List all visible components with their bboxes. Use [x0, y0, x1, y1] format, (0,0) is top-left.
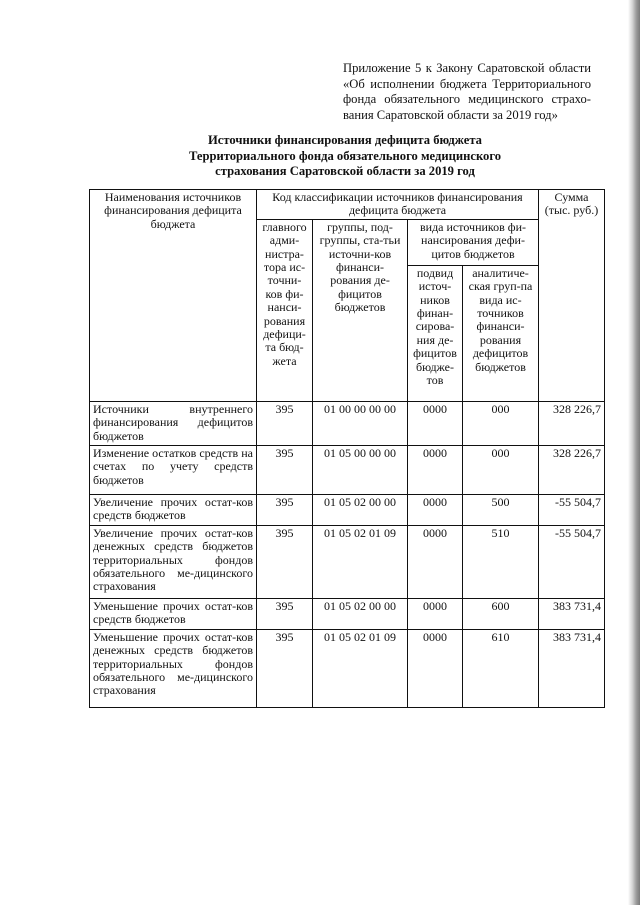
- table-row: [90, 494, 605, 525]
- title-line: Источники финансирования дефицита бюджета: [208, 133, 482, 147]
- row-admin: 395: [257, 525, 313, 598]
- row-admin: 395: [257, 494, 313, 525]
- row-admin: 395: [257, 401, 313, 445]
- header-kind: вида источников фи-нансирования дефи-цитов бюджетов: [408, 219, 539, 265]
- row-group: 01 00 00 00 00: [313, 401, 408, 445]
- row-analytic: 510: [463, 525, 539, 598]
- row-sum: -55 504,7: [539, 525, 605, 598]
- row-subkind: 0000: [408, 445, 463, 494]
- financing-sources-table: [89, 189, 605, 708]
- table-row: [90, 525, 605, 598]
- appendix-line: «Об исполнении бюджета Территориального: [343, 76, 591, 91]
- row-admin: 395: [257, 598, 313, 629]
- row-sum: 383 731,4: [539, 598, 605, 629]
- header-groups: группы, под-группы, ста-тьи источни-ков финанси-рования де-фицитов бюджетов: [313, 219, 408, 401]
- header-admin: главного адми-нистра-тора ис-точни-ков фи-нанси-рования дефици-та бюд-жета: [257, 219, 313, 401]
- appendix-note: [343, 61, 591, 123]
- row-analytic: 500: [463, 494, 539, 525]
- appendix-line: фонда обязательного медицинского страхо-: [343, 92, 591, 106]
- appendix-line: Приложение 5 к Закону Саратовской области: [343, 61, 591, 75]
- row-sum: 328 226,7: [539, 401, 605, 445]
- table-row: [90, 445, 605, 494]
- row-name: Источники внутреннего финансирования дефицитов бюджетов: [90, 401, 257, 445]
- header-sum: Сумма (тыс. руб.): [539, 190, 605, 402]
- table-row: [90, 401, 605, 445]
- table-row: [90, 598, 605, 629]
- row-group: 01 05 02 00 00: [313, 494, 408, 525]
- row-name: Уменьшение прочих остат-ков средств бюджетов: [90, 598, 257, 629]
- row-analytic: 610: [463, 629, 539, 707]
- row-name: Увеличение прочих остат-ков средств бюджетов: [90, 494, 257, 525]
- row-group: 01 05 02 00 00: [313, 598, 408, 629]
- row-sum: 328 226,7: [539, 445, 605, 494]
- row-analytic: 000: [463, 445, 539, 494]
- header-name: Наименования источников финансирования дефицита бюджета: [90, 190, 257, 402]
- row-subkind: 0000: [408, 598, 463, 629]
- row-group: 01 05 02 01 09: [313, 525, 408, 598]
- row-name: Изменение остатков средств на счетах по учету средств бюджетов: [90, 445, 257, 494]
- appendix-line: вания Саратовской области за 2019 год»: [343, 107, 558, 122]
- header-analytic: аналитиче-ская груп-па вида ис-точников финанси-рования дефицитов бюджетов: [463, 265, 539, 401]
- row-sum: 383 731,4: [539, 629, 605, 707]
- title-line: Территориального фонда обязательного медицинского: [188, 148, 502, 163]
- header-subkind: подвид источ-ников финан-сирова-ния де-фицитов бюдже-тов: [408, 265, 463, 401]
- row-admin: 395: [257, 445, 313, 494]
- row-subkind: 0000: [408, 629, 463, 707]
- page-edge-shadow: [628, 0, 640, 905]
- row-subkind: 0000: [408, 525, 463, 598]
- row-name: Уменьшение прочих остат-ков денежных средств бюджетов территориальных фондов обязательного ме-дицинского страхования: [90, 629, 257, 707]
- row-sum: -55 504,7: [539, 494, 605, 525]
- row-analytic: 600: [463, 598, 539, 629]
- header-code-group: Код классификации источников финансирования дефицита бюджета: [257, 190, 539, 220]
- title-line: страхования Саратовской области за 2019 год: [215, 164, 475, 178]
- row-group: 01 05 02 01 09: [313, 629, 408, 707]
- row-admin: 395: [257, 629, 313, 707]
- row-subkind: 0000: [408, 494, 463, 525]
- row-name: Увеличение прочих остат-ков денежных средств бюджетов территориальных фондов обязательного ме-дицинского страхования: [90, 525, 257, 598]
- table-row: [90, 629, 605, 707]
- row-group: 01 05 00 00 00: [313, 445, 408, 494]
- document-title: [150, 133, 540, 180]
- row-analytic: 000: [463, 401, 539, 445]
- row-subkind: 0000: [408, 401, 463, 445]
